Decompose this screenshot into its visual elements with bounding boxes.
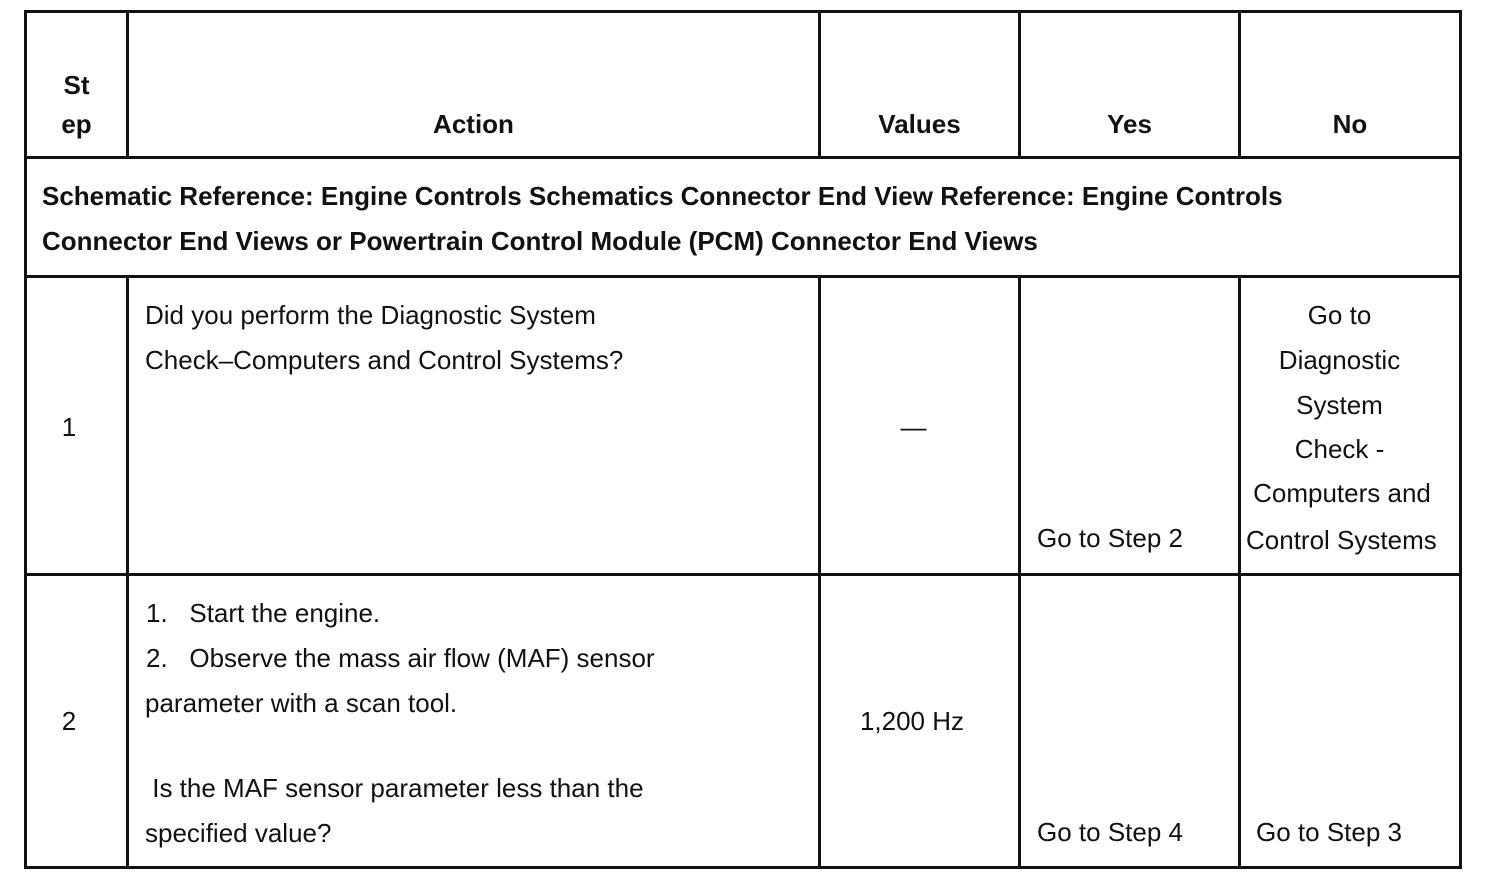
- header-step-line1: St: [63, 70, 90, 100]
- row-2-yes: Go to Step 4: [1037, 817, 1183, 847]
- row-2-step: 2: [61, 706, 77, 736]
- header-no: No: [1332, 109, 1368, 139]
- row-2-value: 1,200 Hz: [859, 706, 965, 736]
- table-border-top: [25, 10, 1462, 13]
- row-2-action-line3: parameter with a scan tool.: [145, 688, 458, 718]
- row-2-action-line1: 1. Start the engine.: [146, 598, 381, 628]
- row-1-no-line6: Control Systems: [1246, 525, 1437, 555]
- row-1-no-line2: Diagnostic: [1278, 345, 1401, 375]
- row-2-action-line2: 2. Observe the mass air flow (MAF) sensor: [146, 643, 655, 673]
- schematic-reference-line2: Connector End Views or Powertrain Control Module (PCM) Connector End Views: [42, 226, 1038, 256]
- row-1-no-line3: System: [1296, 390, 1383, 420]
- header-action: Action: [433, 109, 514, 139]
- row-1-no-line1: Go to: [1307, 300, 1372, 330]
- column-divider-values: [1018, 276, 1021, 869]
- row-1-action-line1: Did you perform the Diagnostic System: [145, 300, 596, 330]
- column-divider-action: [818, 276, 821, 869]
- row-1-no-line4: Check -: [1294, 434, 1385, 464]
- reference-divider: [25, 275, 1462, 278]
- row-divider: [25, 573, 1462, 576]
- row-2-action-line5: specified value?: [145, 818, 332, 848]
- row-2-no: Go to Step 3: [1256, 817, 1402, 847]
- column-divider-step: [126, 276, 129, 869]
- table-border-right: [1459, 10, 1462, 869]
- header-divider: [25, 156, 1462, 159]
- table-border-bottom: [25, 866, 1462, 869]
- row-1-action-line2: Check–Computers and Control Systems?: [145, 345, 624, 375]
- row-1-value: —: [900, 412, 927, 442]
- row-1-no-line5: Computers and: [1253, 478, 1431, 508]
- header-values: Values: [878, 109, 961, 139]
- schematic-reference-line1: Schematic Reference: Engine Controls Schematics Connector End View Reference: Engine Controls: [42, 181, 1283, 211]
- row-2-action-line4: Is the MAF sensor parameter less than the: [145, 773, 644, 803]
- header-step-line2: ep: [61, 109, 92, 139]
- row-1-yes: Go to Step 2: [1037, 523, 1183, 553]
- header-yes: Yes: [1107, 109, 1152, 139]
- row-1-step: 1: [61, 412, 77, 442]
